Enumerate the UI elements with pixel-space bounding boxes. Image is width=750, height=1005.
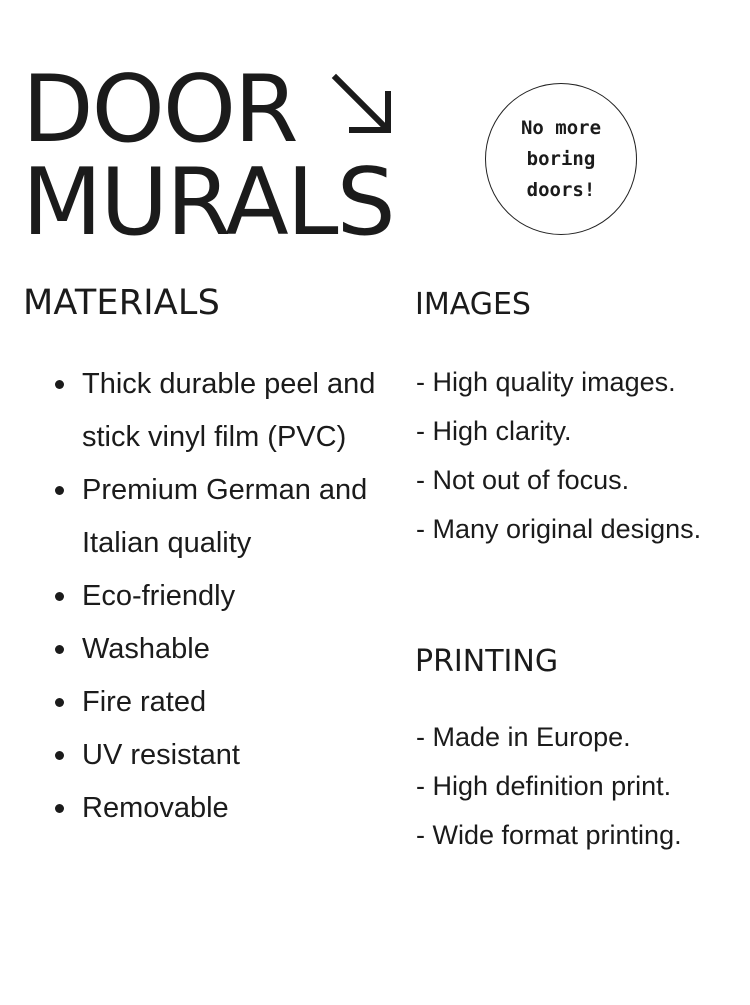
- list-item: - Not out of focus.: [416, 465, 630, 495]
- images-list: [416, 358, 736, 554]
- printing-list: [416, 713, 736, 860]
- slogan-line: No more: [520, 116, 602, 139]
- materials-heading: MATERIALS: [23, 283, 221, 323]
- printing-heading: PRINTING: [415, 644, 559, 679]
- list-item: Premium German and Italian quality: [82, 464, 382, 570]
- list-item: - High definition print.: [416, 771, 672, 801]
- list-item: Thick durable peel and stick vinyl film (PVC): [82, 358, 382, 464]
- list-item: Washable: [82, 623, 382, 676]
- list-item: Removable: [82, 782, 382, 835]
- list-item: - High quality images.: [416, 367, 676, 397]
- images-heading: IMAGES: [415, 287, 531, 322]
- slogan-line: boring: [526, 147, 596, 170]
- list-item: - High clarity.: [416, 416, 572, 446]
- title-line-door: DOOR: [22, 55, 297, 163]
- title-line-murals: MURALS: [22, 148, 394, 256]
- list-item: UV resistant: [82, 729, 382, 782]
- list-item: Fire rated: [82, 676, 382, 729]
- list-item: - Many original designs.: [416, 514, 702, 544]
- slogan-badge: [485, 83, 637, 235]
- list-item: Eco-friendly: [82, 570, 382, 623]
- list-item: - Made in Europe.: [416, 722, 631, 752]
- list-item: - Wide format printing.: [416, 820, 682, 850]
- materials-list: [82, 358, 382, 835]
- arrow-down-right-icon: [330, 72, 394, 136]
- slogan-line: doors!: [526, 178, 596, 201]
- slogan-text: [501, 113, 621, 206]
